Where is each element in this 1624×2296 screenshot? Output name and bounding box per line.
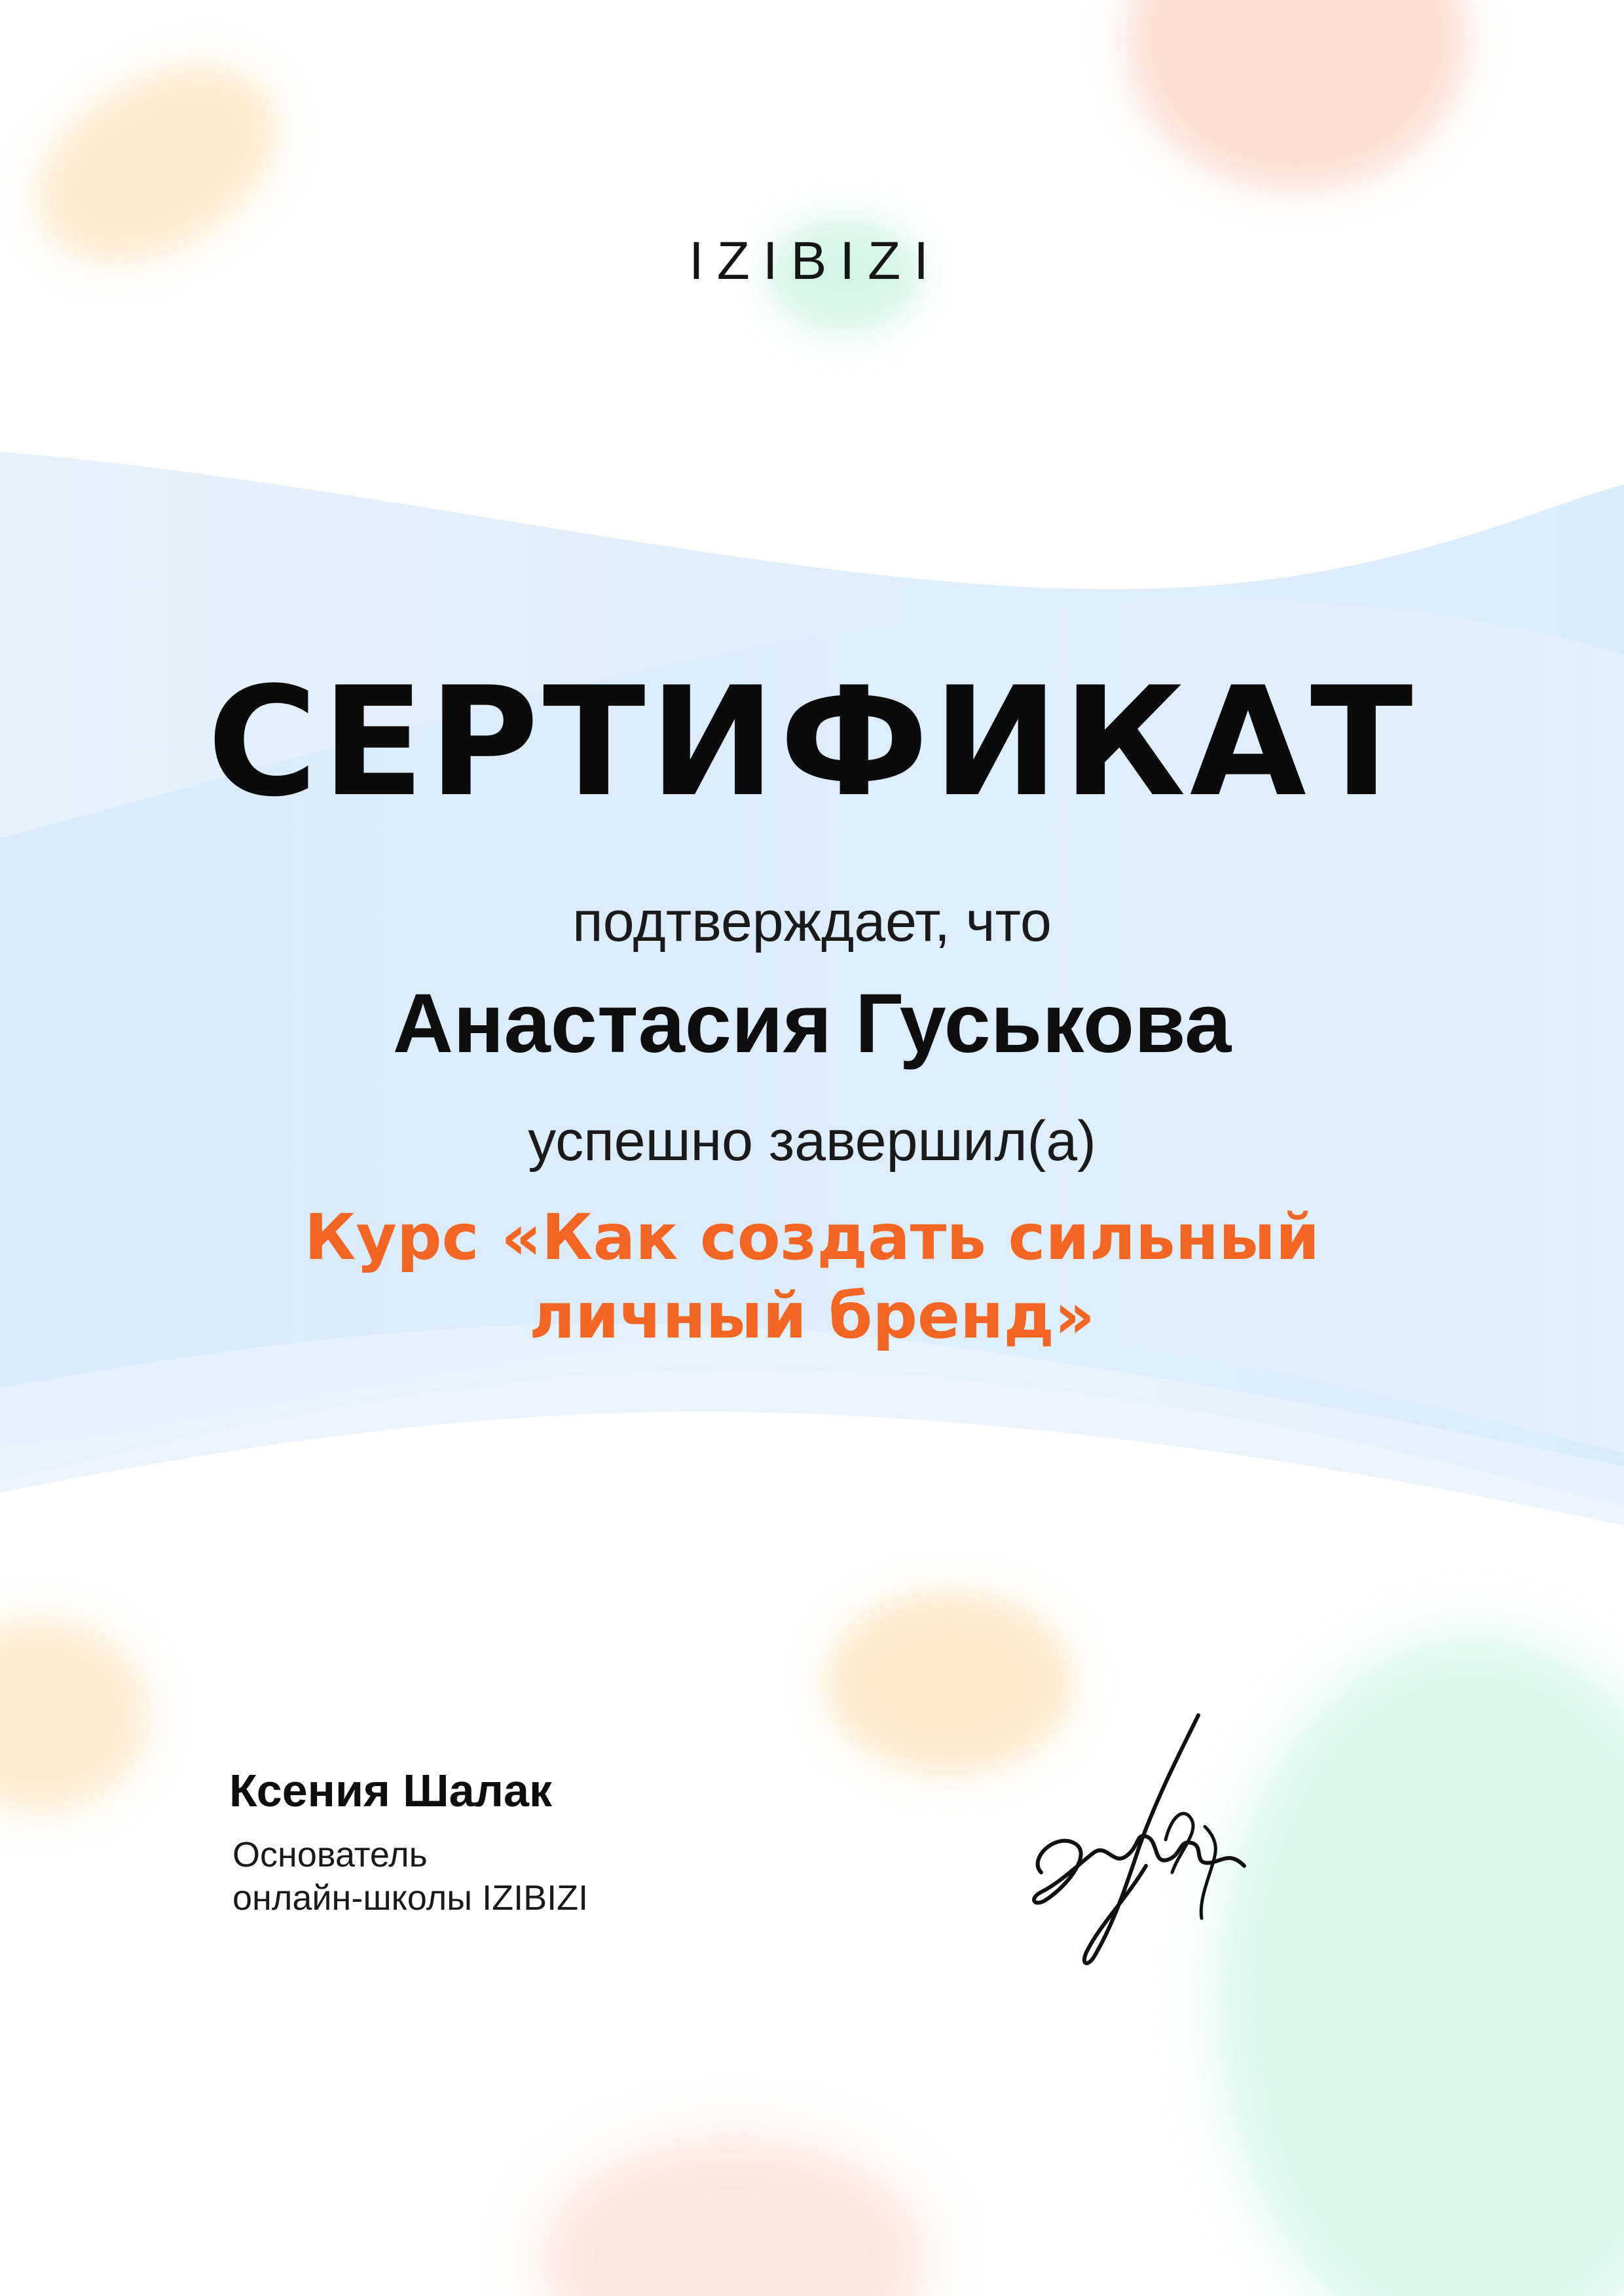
blob-left-yellow [0, 1617, 151, 1813]
signer-role [232, 1833, 588, 1920]
blob-bottom-peach [537, 2134, 930, 2296]
signer-name: Ксения Шалак [229, 1765, 552, 1816]
confirms-text: подтверждает, что [572, 890, 1052, 953]
certificate-title: СЕРТИФИКАТ [207, 655, 1417, 830]
signature-image [1015, 1702, 1264, 1977]
blob-top-right [1126, 0, 1467, 190]
blob-top-left [1, 24, 313, 302]
course-title-line-1: Курс «Как создать сильный [304, 1201, 1320, 1274]
signer-role-line-2: онлайн-школы IZIBIZI [232, 1878, 589, 1918]
course-title [0, 1198, 1624, 1355]
svg-text:IZIBIZI: IZIBIZI [689, 236, 942, 288]
izibizi-logo [674, 236, 956, 288]
completed-text: успешно завершил(а) [528, 1110, 1096, 1173]
blob-right-mint [1211, 1630, 1624, 2296]
course-title-line-2: личный бренд» [528, 1279, 1096, 1353]
recipient-name: Анастасия Гуськова [392, 977, 1232, 1070]
signer-role-line-1: Основатель [232, 1835, 428, 1874]
